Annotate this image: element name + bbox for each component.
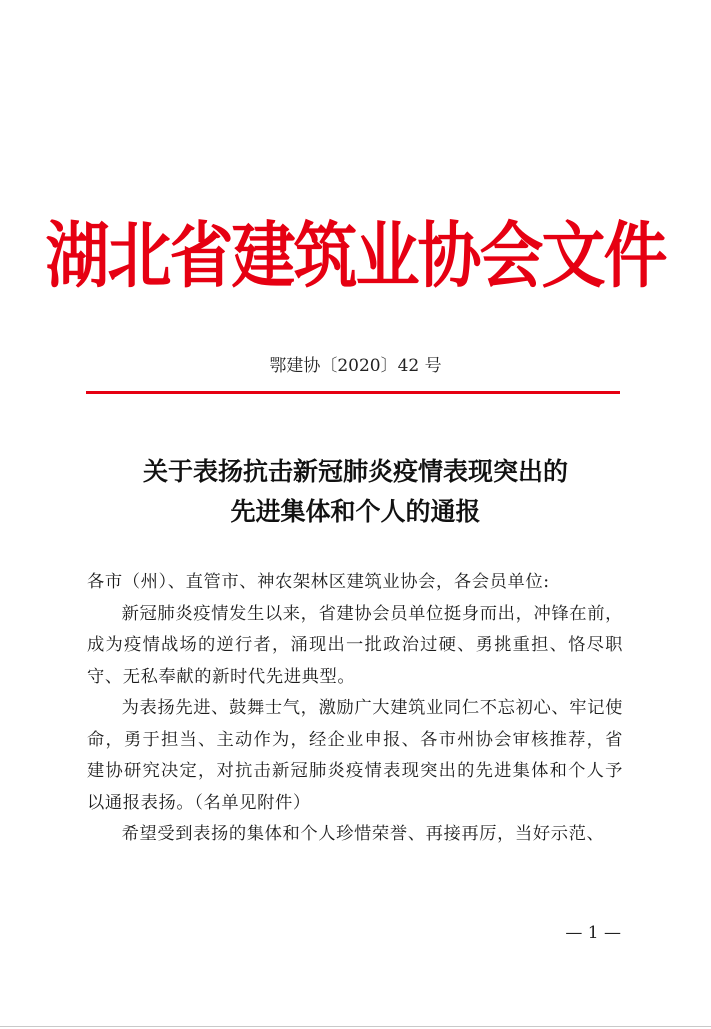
organization-title: 湖北省建筑业协会文件 (45, 214, 666, 299)
body-paragraph-2: 为表扬先进、鼓舞士气，激励广大建筑业同仁不忘初心、牢记使命，勇于担当、主动作为，经企业申报、各市州协会审核推荐，省建协研究决定，对抗击新冠肺炎疫情表现突出的先进集体和个人予以通报表扬。（名单见附件） (87, 698, 623, 813)
notice-title-line-1: 关于表扬抗击新冠肺炎疫情表现突出的 (142, 457, 568, 486)
notice-title (0, 452, 711, 532)
red-divider-line (86, 391, 620, 394)
page-number: — 1 — (565, 923, 621, 943)
document-body (87, 567, 623, 851)
body-paragraph-3: 希望受到表扬的集体和个人珍惜荣誉、再接再厉，当好示范、 (121, 824, 605, 844)
notice-title-line-2: 先进集体和个人的通报 (230, 497, 481, 526)
page-bottom-edge (0, 1026, 711, 1027)
document-number: 鄂建协〔2020〕42 号 (269, 356, 442, 376)
salutation: 各市（州）、直管市、神农架林区建筑业协会，各会员单位: (87, 572, 550, 592)
body-paragraph-1: 新冠肺炎疫情发生以来，省建协会员单位挺身而出，冲锋在前，成为疫情战场的逆行者，涌现出一批政治过硬、勇挑重担、恪尽职守、无私奉献的新时代先进典型。 (87, 603, 623, 687)
